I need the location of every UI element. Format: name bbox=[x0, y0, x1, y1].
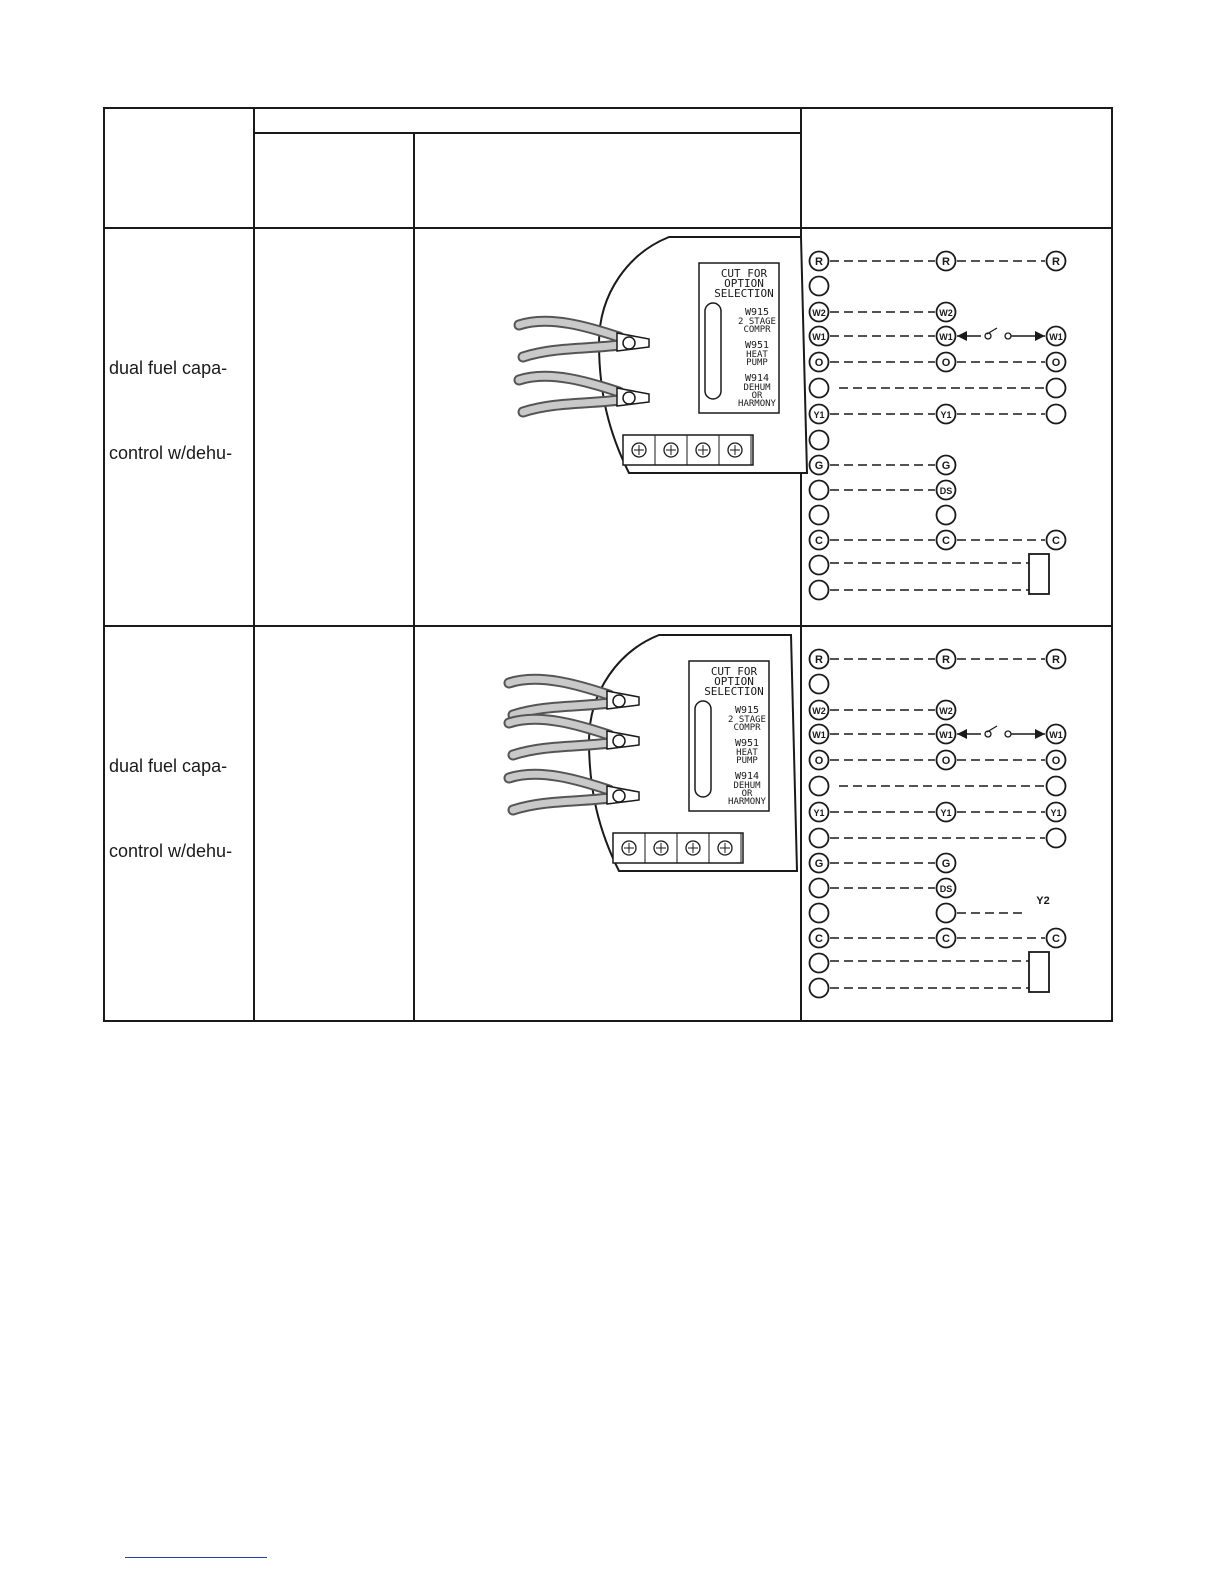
furnace-terminal-label: G bbox=[941, 460, 951, 472]
thermostat-terminal bbox=[810, 829, 829, 848]
cut-title-line: SELECTION bbox=[714, 287, 774, 300]
thermostat-terminal bbox=[810, 431, 829, 450]
thermostat-terminal-label: R bbox=[815, 256, 823, 268]
option-line: HEAT bbox=[746, 350, 768, 360]
option-line: DEHUM bbox=[743, 383, 771, 393]
y2-label: Y2 bbox=[1036, 895, 1050, 907]
thermostat-terminal-label: Y1 bbox=[813, 410, 825, 420]
furnace-terminal-label: W2 bbox=[939, 308, 953, 318]
cutter-pivot bbox=[613, 735, 625, 747]
furnace-terminal-label: G bbox=[941, 858, 951, 870]
cutter-pivot bbox=[623, 337, 635, 349]
thermostat-terminal-label: O bbox=[814, 357, 824, 369]
thermostat-terminal bbox=[810, 979, 829, 998]
cut-title-line: SELECTION bbox=[704, 685, 764, 698]
furnace-terminal-label: O bbox=[941, 755, 951, 767]
thermostat-terminal-label: O bbox=[814, 755, 824, 767]
thermostat-terminal-label: Y1 bbox=[813, 808, 825, 818]
furnace-terminal-label: Y1 bbox=[940, 808, 952, 818]
option-line: COMPR bbox=[733, 723, 761, 733]
option-code: W951 bbox=[734, 738, 760, 749]
thermostat-terminal-label: W1 bbox=[812, 332, 826, 342]
thermostat-terminal bbox=[810, 556, 829, 575]
thermostat-terminal-label: G bbox=[814, 460, 824, 472]
option-code: W951 bbox=[744, 340, 770, 351]
thermostat-terminal bbox=[810, 581, 829, 600]
outdoor-terminal-label: W1 bbox=[1049, 730, 1063, 740]
cutter-pivot bbox=[613, 695, 625, 707]
option-line: HARMONY bbox=[738, 399, 776, 409]
furnace-terminal-label: W1 bbox=[939, 730, 953, 740]
switch-blade bbox=[987, 726, 997, 732]
outdoor-terminal-label: C bbox=[1052, 535, 1060, 547]
arrow-icon bbox=[957, 331, 967, 341]
jumper-slot bbox=[695, 701, 711, 797]
outdoor-terminal-label: O bbox=[1051, 357, 1061, 369]
option-line: PUMP bbox=[736, 756, 758, 766]
control-board-illustration-2 bbox=[509, 635, 797, 871]
row2-description-line2: control w/dehu- bbox=[109, 841, 233, 861]
configuration-table bbox=[103, 107, 1113, 1022]
option-line: 2 STAGE bbox=[728, 715, 766, 725]
furnace-terminal-label: C bbox=[942, 933, 950, 945]
thermostat-terminal bbox=[810, 904, 829, 923]
outdoor-terminal-label: W1 bbox=[1049, 332, 1063, 342]
thermostat-terminal bbox=[810, 777, 829, 796]
furnace-terminal-label: DS bbox=[939, 486, 953, 496]
cut-title-line: OPTION bbox=[724, 277, 764, 290]
arrow-icon bbox=[1035, 331, 1045, 341]
option-line: HARMONY bbox=[728, 797, 766, 807]
option-code: W915 bbox=[734, 705, 760, 716]
option-line: DEHUM bbox=[733, 781, 761, 791]
cut-title-line: CUT FOR bbox=[720, 267, 768, 280]
control-board-illustration-1 bbox=[519, 237, 807, 473]
footer-link-underline bbox=[125, 1557, 267, 1558]
switch-contact bbox=[1005, 333, 1011, 339]
thermostat-terminal-label: C bbox=[815, 933, 823, 945]
option-line: PUMP bbox=[746, 358, 768, 368]
cutter-handle-grip bbox=[509, 679, 609, 695]
option-line: OR bbox=[751, 391, 763, 401]
thermostat-terminal-label: G bbox=[814, 858, 824, 870]
jumper-slot bbox=[705, 303, 721, 399]
furnace-terminal-label: DS bbox=[939, 884, 953, 894]
furnace-terminal-label: C bbox=[942, 535, 950, 547]
furnace-terminal bbox=[937, 506, 956, 525]
arrow-icon bbox=[1035, 729, 1045, 739]
option-line: HEAT bbox=[736, 748, 758, 758]
furnace-terminal-label: O bbox=[941, 357, 951, 369]
option-line: OR bbox=[741, 789, 753, 799]
furnace-terminal-label: Y1 bbox=[940, 410, 952, 420]
furnace-terminal bbox=[937, 904, 956, 923]
thermostat-terminal-label: W2 bbox=[812, 706, 826, 716]
row1-description-line1: dual fuel capa- bbox=[109, 358, 228, 378]
furnace-terminal-label: R bbox=[942, 256, 950, 268]
outdoor-terminal bbox=[1047, 829, 1066, 848]
outdoor-terminal-label: R bbox=[1052, 256, 1060, 268]
switch-blade bbox=[987, 328, 997, 334]
thermostat-terminal bbox=[810, 379, 829, 398]
arrow-icon bbox=[957, 729, 967, 739]
thermostat-terminal-label: C bbox=[815, 535, 823, 547]
outdoor-terminal-label: R bbox=[1052, 654, 1060, 666]
row1-description-line2: control w/dehu- bbox=[109, 443, 233, 463]
thermostat-terminal-label: R bbox=[815, 654, 823, 666]
outdoor-terminal-label: Y1 bbox=[1050, 808, 1062, 818]
row2-description-line1: dual fuel capa- bbox=[109, 756, 228, 776]
option-code: W915 bbox=[744, 307, 770, 318]
outdoor-terminal bbox=[1047, 777, 1066, 796]
thermostat-terminal-label: W1 bbox=[812, 730, 826, 740]
wiring-diagram-1 bbox=[810, 252, 1066, 600]
furnace-terminal-label: R bbox=[942, 654, 950, 666]
thermostat-terminal bbox=[810, 481, 829, 500]
cutter-pivot bbox=[623, 392, 635, 404]
thermostat-terminal bbox=[810, 506, 829, 525]
thermostat-terminal bbox=[810, 277, 829, 296]
wiring-diagram-2 bbox=[810, 650, 1066, 998]
accessory-box bbox=[1029, 952, 1049, 992]
table-border bbox=[104, 108, 1112, 1021]
option-line: COMPR bbox=[743, 325, 771, 335]
outdoor-terminal-label: C bbox=[1052, 933, 1060, 945]
thermostat-terminal bbox=[810, 954, 829, 973]
outdoor-terminal bbox=[1047, 379, 1066, 398]
outdoor-terminal-label: O bbox=[1051, 755, 1061, 767]
option-code: W914 bbox=[744, 373, 770, 384]
furnace-terminal-label: W2 bbox=[939, 706, 953, 716]
furnace-terminal-label: W1 bbox=[939, 332, 953, 342]
thermostat-terminal bbox=[810, 675, 829, 694]
option-code: W914 bbox=[734, 771, 760, 782]
thermostat-terminal bbox=[810, 879, 829, 898]
switch-contact bbox=[1005, 731, 1011, 737]
thermostat-terminal-label: W2 bbox=[812, 308, 826, 318]
accessory-box bbox=[1029, 554, 1049, 594]
outdoor-terminal bbox=[1047, 405, 1066, 424]
option-line: 2 STAGE bbox=[738, 317, 776, 327]
cutter-pivot bbox=[613, 790, 625, 802]
cut-title-line: OPTION bbox=[714, 675, 754, 688]
cut-title-line: CUT FOR bbox=[710, 665, 758, 678]
